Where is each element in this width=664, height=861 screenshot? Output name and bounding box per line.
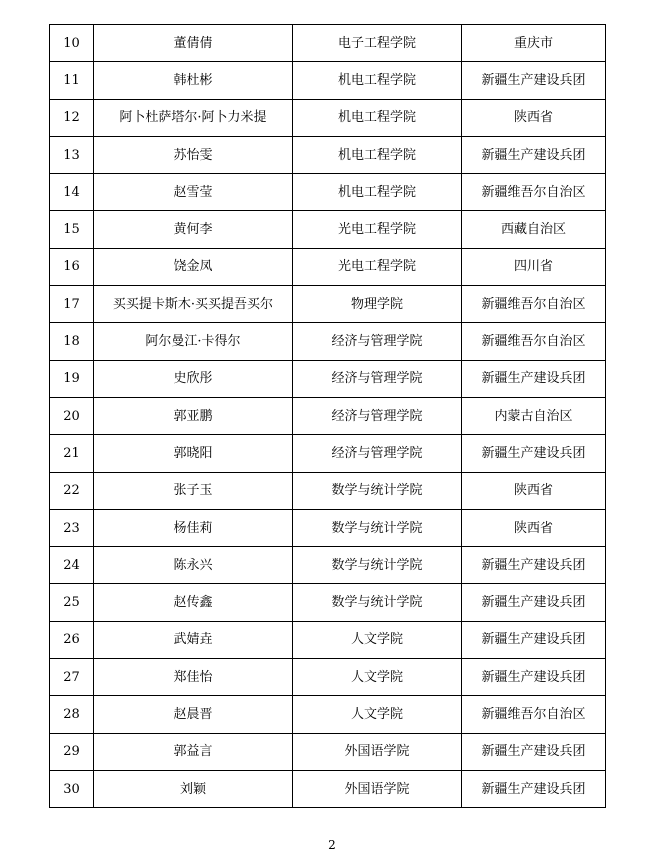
college-cell: 光电工程学院 [293, 211, 462, 248]
table-row [50, 584, 606, 621]
student-name-cell: 张子玉 [94, 472, 293, 509]
table-row [50, 99, 606, 136]
origin-cell: 新疆维吾尔自治区 [462, 174, 606, 211]
table-row [50, 25, 606, 62]
row-number-cell: 29 [50, 733, 94, 770]
origin-cell: 新疆生产建设兵团 [462, 62, 606, 99]
college-cell: 数学与统计学院 [293, 472, 462, 509]
college-cell: 机电工程学院 [293, 62, 462, 99]
row-number-cell: 18 [50, 323, 94, 360]
college-cell: 经济与管理学院 [293, 435, 462, 472]
row-number-cell: 26 [50, 621, 94, 658]
table-row [50, 547, 606, 584]
row-number-cell: 11 [50, 62, 94, 99]
college-cell: 机电工程学院 [293, 99, 462, 136]
college-cell: 数学与统计学院 [293, 509, 462, 546]
college-cell: 人文学院 [293, 621, 462, 658]
origin-cell: 新疆维吾尔自治区 [462, 323, 606, 360]
row-number-cell: 21 [50, 435, 94, 472]
table-row [50, 435, 606, 472]
student-name-cell: 刘颖 [94, 770, 293, 807]
table-row [50, 248, 606, 285]
table-row [50, 211, 606, 248]
row-number-cell: 13 [50, 136, 94, 173]
table-row [50, 174, 606, 211]
college-cell: 经济与管理学院 [293, 323, 462, 360]
origin-cell: 陕西省 [462, 509, 606, 546]
student-name-cell: 武婧垚 [94, 621, 293, 658]
row-number-cell: 22 [50, 472, 94, 509]
college-cell: 光电工程学院 [293, 248, 462, 285]
origin-cell: 新疆生产建设兵团 [462, 435, 606, 472]
table-row [50, 696, 606, 733]
row-number-cell: 17 [50, 286, 94, 323]
row-number-cell: 15 [50, 211, 94, 248]
origin-cell: 新疆生产建设兵团 [462, 659, 606, 696]
origin-cell: 新疆生产建设兵团 [462, 621, 606, 658]
student-name-cell: 赵雪莹 [94, 174, 293, 211]
origin-cell: 新疆维吾尔自治区 [462, 286, 606, 323]
table-row [50, 659, 606, 696]
table-row [50, 397, 606, 434]
student-name-cell: 黄何李 [94, 211, 293, 248]
origin-cell: 新疆维吾尔自治区 [462, 696, 606, 733]
row-number-cell: 23 [50, 509, 94, 546]
student-name-cell: 饶金凤 [94, 248, 293, 285]
college-cell: 外国语学院 [293, 733, 462, 770]
row-number-cell: 27 [50, 659, 94, 696]
origin-cell: 内蒙古自治区 [462, 397, 606, 434]
roster-table [49, 24, 606, 808]
table-row [50, 472, 606, 509]
student-name-cell: 杨佳莉 [94, 509, 293, 546]
row-number-cell: 24 [50, 547, 94, 584]
origin-cell: 新疆生产建设兵团 [462, 770, 606, 807]
page-number: 2 [328, 838, 336, 852]
table-row [50, 323, 606, 360]
row-number-cell: 25 [50, 584, 94, 621]
college-cell: 经济与管理学院 [293, 360, 462, 397]
college-cell: 电子工程学院 [293, 25, 462, 62]
student-name-cell: 买买提卡斯木·买买提吾买尔 [94, 286, 293, 323]
student-name-cell: 阿卜杜萨塔尔·阿卜力米提 [94, 99, 293, 136]
origin-cell: 新疆生产建设兵团 [462, 733, 606, 770]
student-name-cell: 郭亚鹏 [94, 397, 293, 434]
college-cell: 数学与统计学院 [293, 584, 462, 621]
college-cell: 机电工程学院 [293, 174, 462, 211]
college-cell: 人文学院 [293, 659, 462, 696]
origin-cell: 新疆生产建设兵团 [462, 584, 606, 621]
student-name-cell: 史欣彤 [94, 360, 293, 397]
student-name-cell: 苏怡雯 [94, 136, 293, 173]
college-cell: 机电工程学院 [293, 136, 462, 173]
student-name-cell: 郭益言 [94, 733, 293, 770]
table-row [50, 733, 606, 770]
student-name-cell: 阿尔曼江·卡得尔 [94, 323, 293, 360]
college-cell: 人文学院 [293, 696, 462, 733]
origin-cell: 新疆生产建设兵团 [462, 360, 606, 397]
origin-cell: 新疆生产建设兵团 [462, 136, 606, 173]
table-row [50, 360, 606, 397]
table-row [50, 770, 606, 807]
student-name-cell: 董倩倩 [94, 25, 293, 62]
origin-cell: 新疆生产建设兵团 [462, 547, 606, 584]
row-number-cell: 14 [50, 174, 94, 211]
student-name-cell: 韩杜彬 [94, 62, 293, 99]
row-number-cell: 20 [50, 397, 94, 434]
origin-cell: 西藏自治区 [462, 211, 606, 248]
origin-cell: 重庆市 [462, 25, 606, 62]
row-number-cell: 28 [50, 696, 94, 733]
student-name-cell: 陈永兴 [94, 547, 293, 584]
row-number-cell: 16 [50, 248, 94, 285]
college-cell: 经济与管理学院 [293, 397, 462, 434]
student-name-cell: 赵晨晋 [94, 696, 293, 733]
table-row [50, 136, 606, 173]
college-cell: 数学与统计学院 [293, 547, 462, 584]
origin-cell: 四川省 [462, 248, 606, 285]
table-row [50, 509, 606, 546]
row-number-cell: 30 [50, 770, 94, 807]
table-row [50, 62, 606, 99]
origin-cell: 陕西省 [462, 472, 606, 509]
roster-table-body [50, 25, 606, 808]
row-number-cell: 10 [50, 25, 94, 62]
student-name-cell: 赵传鑫 [94, 584, 293, 621]
student-name-cell: 郭晓阳 [94, 435, 293, 472]
table-row [50, 286, 606, 323]
college-cell: 物理学院 [293, 286, 462, 323]
student-name-cell: 郑佳怡 [94, 659, 293, 696]
origin-cell: 陕西省 [462, 99, 606, 136]
row-number-cell: 12 [50, 99, 94, 136]
table-row [50, 621, 606, 658]
college-cell: 外国语学院 [293, 770, 462, 807]
row-number-cell: 19 [50, 360, 94, 397]
